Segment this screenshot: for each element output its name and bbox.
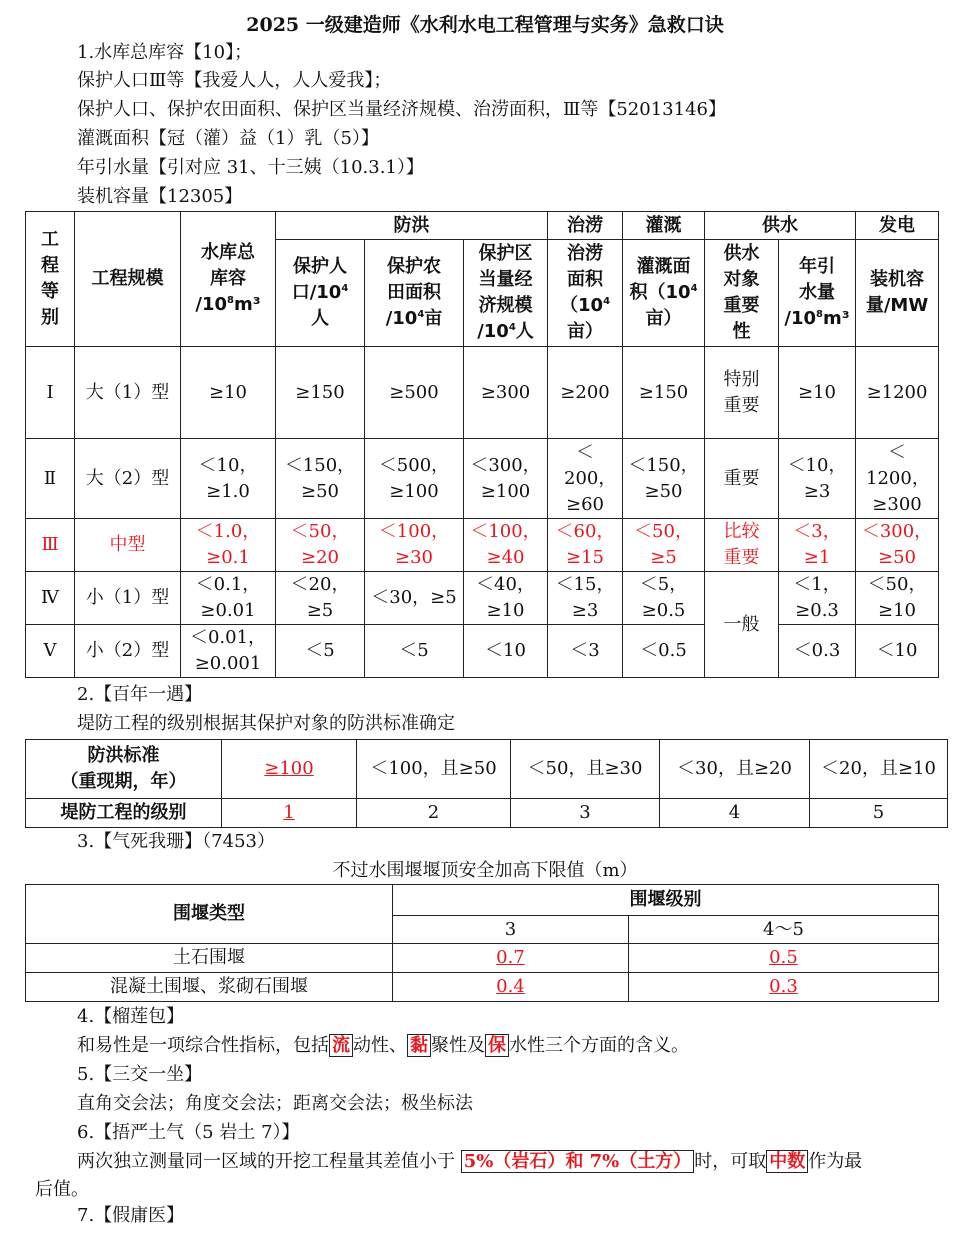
header-annual: 年引 水量 $/10^8m^3$ (779, 240, 856, 347)
cell-farmland: ＜5 (365, 625, 464, 678)
cell-economy: ＜40，≥10 (464, 572, 548, 625)
value-4-5: 0.3 (769, 976, 798, 997)
table-row (26, 347, 939, 439)
keyword-box: 5%（岩石）和 7%（土方） (461, 1150, 695, 1173)
cell-irrig: ＜150，≥50 (623, 439, 705, 519)
level-col-3: 3 (393, 916, 629, 944)
header-water-obj: 供水 对象 重要 性 (705, 240, 779, 347)
value-cell (629, 973, 939, 1002)
cell-population: ＜50，≥20 (276, 519, 365, 572)
cofferdam-level-header: 围堰级别 (393, 885, 939, 916)
standard-cell: ＜30，且≥20 (660, 740, 810, 799)
section4-heading: 4.【榴莲包】 (77, 1006, 185, 1027)
level-cell: 2 (357, 799, 511, 828)
cofferdam-type: 土石围堰 (26, 944, 393, 973)
cell-economy: ≥300 (464, 347, 548, 439)
mnemonic-line: 灌溉面积【冠（灌）益（1）乳（5）】 (77, 128, 379, 149)
table-row (26, 944, 939, 973)
cell-irrig: ＜50，≥5 (623, 519, 705, 572)
cell-irrig: ≥150 (623, 347, 705, 439)
table-row (26, 572, 939, 625)
flood-standard-label-line2: （重现期，年） (60, 771, 187, 792)
header-economy: 保护区 当量经 济规模 $/10^4$人 (464, 240, 548, 347)
cell-annual: ≥10 (779, 347, 856, 439)
cell-farmland: ＜30，≥5 (365, 572, 464, 625)
text-part: 和易性是一项综合性指标，包括 (77, 1035, 329, 1056)
level-cell: 5 (810, 799, 948, 828)
cell-grade: Ⅰ (26, 347, 75, 439)
section6-text-cont: 后值。 (35, 1179, 89, 1200)
levee-grade-table (25, 739, 948, 828)
standard-cell: ＜20，且≥10 (810, 740, 948, 799)
group-power: 发电 (856, 212, 939, 240)
cell-drain: ＜15，≥3 (548, 572, 623, 625)
cell-irrig: ＜5，≥0.5 (623, 572, 705, 625)
cell-installed: ＜300，≥50 (856, 519, 939, 572)
keyword-box: 中数 (766, 1150, 808, 1173)
level-cell: 3 (511, 799, 660, 828)
document-title: 2025 一级建造师《水利水电工程管理与实务》急救口诀 (246, 14, 724, 36)
section1-heading: 1.水库总库容【10】； (77, 42, 253, 63)
flood-standard-label-line1: 防洪标准 (87, 745, 160, 766)
level-col-4-5: 4～5 (629, 916, 939, 944)
cell-grade: Ⅲ (26, 519, 75, 572)
cell-scale: 大（2）型 (75, 439, 181, 519)
cell-annual: ＜0.3 (779, 625, 856, 678)
section5-heading: 5.【三交一坐】 (77, 1064, 203, 1085)
value-cell (393, 944, 629, 973)
group-drain: 治涝 (548, 212, 623, 240)
value-3: 0.4 (496, 976, 525, 997)
cell-economy: ＜300，≥100 (464, 439, 548, 519)
value-cell (629, 944, 939, 973)
cell-scale: 小（1）型 (75, 572, 181, 625)
cell-economy: ＜100，≥40 (464, 519, 548, 572)
mnemonic-line: 保护人口Ⅲ等【我爱人人，人人爱我】； (77, 70, 392, 91)
cell-water-obj: 一般 (705, 572, 779, 678)
cell-scale: 小（2）型 (75, 625, 181, 678)
cell-installed: ＜50，≥10 (856, 572, 939, 625)
cell-grade: Ⅴ (26, 625, 75, 678)
cell-capacity: ≥10 (181, 347, 276, 439)
cell-installed: ≥1200 (856, 347, 939, 439)
cell-farmland: ≥500 (365, 347, 464, 439)
level-cell (222, 799, 357, 828)
cell-grade: Ⅱ (26, 439, 75, 519)
table-row (26, 439, 939, 519)
header-farmland: 保护农 田面积 $/10^4$亩 (365, 240, 464, 347)
cell-capacity: ＜1.0，≥0.1 (181, 519, 276, 572)
cell-drain: ＜3 (548, 625, 623, 678)
cell-drain: ＜60，≥15 (548, 519, 623, 572)
section4-text (77, 1033, 689, 1059)
cell-population: ＜5 (276, 625, 365, 678)
section7-heading: 7.【假庸医】 (77, 1205, 185, 1226)
text-part: 作为最 (808, 1151, 863, 1172)
standard-cell: ＜50，且≥30 (511, 740, 660, 799)
cell-capacity: ＜0.1，≥0.01 (181, 572, 276, 625)
header-population: 保护人 口$/10^4$ 人 (276, 240, 365, 347)
header-installed: 装机容 量/MW (856, 240, 939, 347)
text-part: 动性、 (353, 1035, 407, 1056)
level-cell: 4 (660, 799, 810, 828)
value-cell (393, 973, 629, 1002)
group-water: 供水 (705, 212, 856, 240)
keyword-box: 保 (485, 1034, 509, 1057)
cell-grade: Ⅳ (26, 572, 75, 625)
cell-annual: ＜1，≥0.3 (779, 572, 856, 625)
cell-population: ＜150，≥50 (276, 439, 365, 519)
cell-installed: ＜1200，≥300 (856, 439, 939, 519)
header-capacity: 水库总 库容 $/10^8m^3$ (181, 212, 276, 347)
header-grade: 工 程 等 别 (26, 212, 75, 347)
cofferdam-type-header: 围堰类型 (26, 885, 393, 944)
cell-installed: ＜10 (856, 625, 939, 678)
cell-water-obj: 重要 (705, 439, 779, 519)
cell-capacity: ＜10，≥1.0 (181, 439, 276, 519)
standard-cell: ＜100，且≥50 (357, 740, 511, 799)
cofferdam-type: 混凝土围堰、浆砌石围堰 (26, 973, 393, 1002)
section6-text (77, 1149, 862, 1175)
cell-scale: 中型 (75, 519, 181, 572)
cofferdam-table-caption: 不过水围堰堰顶安全加高下限值（m） (332, 860, 638, 881)
level-value: 1 (283, 802, 295, 823)
flood-standard-label (26, 740, 222, 799)
value-3: 0.7 (496, 947, 525, 968)
keyword-box: 黏 (407, 1034, 431, 1057)
cell-population: ≥150 (276, 347, 365, 439)
section3-heading: 3.【气死我珊】（7453） (77, 831, 275, 852)
header-drain-area: 治涝 面积 （$10^4$ 亩） (548, 240, 623, 347)
mnemonic-line: 保护人口、保护农田面积、保护区当量经济规模、治涝面积，Ⅲ等【52013146】 (77, 99, 726, 120)
section6-heading: 6.【捂严土气（5 岩土 7）】 (77, 1122, 300, 1143)
project-grade-table (25, 211, 939, 678)
cell-drain: ≥200 (548, 347, 623, 439)
cell-capacity: ＜0.01，≥0.001 (181, 625, 276, 678)
header-irrig-area: 灌溉面 积（$10^4$ 亩） (623, 240, 705, 347)
value-4-5: 0.5 (769, 947, 798, 968)
cell-annual: ＜3，≥1 (779, 519, 856, 572)
table-row (26, 973, 939, 1002)
table-row-highlight (26, 519, 939, 572)
section2-heading: 2.【百年一遇】 (77, 684, 203, 705)
group-irrigation: 灌溉 (623, 212, 705, 240)
cell-economy: ＜10 (464, 625, 548, 678)
cell-annual: ＜10，≥3 (779, 439, 856, 519)
mnemonic-line: 装机容量【12305】 (77, 186, 243, 207)
cell-water-obj: 比较重要 (705, 519, 779, 572)
mnemonic-line: 年引水量【引对应 31、十三姨（10.3.1）】 (77, 157, 424, 178)
section5-text: 直角交会法；角度交会法；距离交会法；极坐标法 (77, 1093, 473, 1114)
table-row (26, 625, 939, 678)
cell-water-obj: 特别重要 (705, 347, 779, 439)
cell-irrig: ＜0.5 (623, 625, 705, 678)
cofferdam-table (25, 884, 939, 1002)
group-flood: 防洪 (276, 212, 548, 240)
cell-scale: 大（1）型 (75, 347, 181, 439)
cell-population: ＜20，≥5 (276, 572, 365, 625)
cell-farmland: ＜500，≥100 (365, 439, 464, 519)
levee-level-label: 堤防工程的级别 (26, 799, 222, 828)
text-part: 两次独立测量同一区域的开挖工程量其差值小于 (77, 1151, 455, 1172)
text-part: 水性三个方面的含义。 (509, 1035, 689, 1056)
keyword-box: 流 (329, 1034, 353, 1057)
standard-value: ≥100 (264, 758, 314, 779)
cell-drain: ＜200，≥60 (548, 439, 623, 519)
text-part: 聚性及 (431, 1035, 485, 1056)
section2-desc: 堤防工程的级别根据其保护对象的防洪标准确定 (77, 713, 455, 734)
standard-cell (222, 740, 357, 799)
header-scale: 工程规模 (75, 212, 181, 347)
text-part: 时，可取 (694, 1151, 767, 1172)
cell-farmland: ＜100，≥30 (365, 519, 464, 572)
